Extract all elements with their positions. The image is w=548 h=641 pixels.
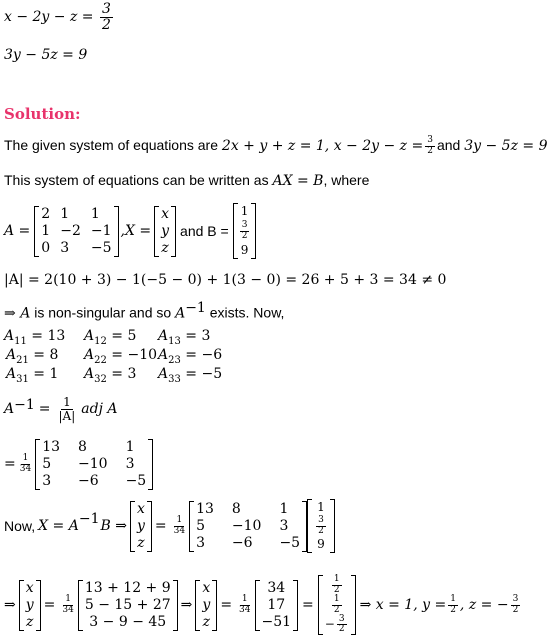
results-entry-1: 17 bbox=[267, 596, 286, 613]
adj-matrix-2-cell-2-0: 3 bbox=[196, 534, 205, 551]
adj-matrix bbox=[35, 439, 153, 490]
matrix-x-entry-2: z bbox=[161, 239, 169, 256]
matrix-x-label: ,X = bbox=[120, 223, 152, 239]
cofactor-32: $A_{32} = 3$ bbox=[84, 366, 137, 385]
matrix-a-cell-1-2: −1 bbox=[90, 222, 112, 239]
adj-matrix-cell-1-2: 3 bbox=[125, 455, 135, 472]
adj-matrix-cell-1-0: 5 bbox=[42, 455, 52, 472]
matrix-a-cell-0-0: 2 bbox=[41, 205, 51, 222]
cofactor-23: $A_{23} = -6$ bbox=[158, 347, 223, 366]
matrix-a-cell-2-0: 0 bbox=[41, 239, 51, 256]
adj-matrix-cell-2-1: −6 bbox=[78, 472, 99, 489]
determinant-line: |A| = 2(10 + 3) − 1(−5 − 0) + 1(3 − 0) = 26 + 5 + 3 = 34 ≠ 0 bbox=[4, 272, 447, 288]
matrix-form-line: This system of equations can be written as AX = B, where bbox=[4, 172, 370, 189]
equation-3: 3y − 5z = 9 bbox=[4, 47, 88, 63]
given-fraction: $\frac{3}{2}$ bbox=[427, 135, 433, 156]
adj-matrix-cell-2-0: 3 bbox=[42, 472, 52, 489]
adj-matrix-2-cell-1-2: 3 bbox=[279, 517, 289, 534]
matrix-x-4-entry-1: y bbox=[202, 596, 211, 613]
nonsingular-line: ⇒ A is non-singular and so $A^{-1}$ exists. Now, bbox=[4, 300, 285, 322]
cofactor-31: $A_{31} = 1$ bbox=[6, 366, 59, 385]
matrix-b-label: and B = bbox=[180, 223, 229, 239]
adj-matrix-2-cell-1-0: 5 bbox=[196, 517, 205, 534]
adj-matrix-cell-1-1: −10 bbox=[78, 455, 108, 472]
cofactor-12: $A_{12} = 5$ bbox=[84, 328, 137, 347]
matrix-a-cell-1-0: 1 bbox=[41, 222, 51, 239]
matrix-a-cell-0-2: 1 bbox=[90, 205, 100, 222]
matrix-a-label: A = bbox=[4, 223, 31, 239]
cofactor-33: $A_{33} = -5$ bbox=[158, 366, 223, 385]
equation-2-left: x − 2y − z = bbox=[4, 9, 94, 26]
matrix-x-entry-1: y bbox=[161, 222, 170, 239]
adj-matrix-line: = $\frac{1}{34}$ 13 8 1 5 −10 3 3 −6 −5 bbox=[4, 436, 153, 492]
matrix-a-cell-1-1: −2 bbox=[60, 222, 81, 239]
adj-matrix-2-cell-1-1: −10 bbox=[231, 517, 262, 534]
equation-2-fraction: $\frac{3}{2}$ bbox=[101, 1, 111, 33]
cofactor-21: $A_{21} = 8$ bbox=[6, 347, 59, 366]
adj-matrix-cell-0-1: 8 bbox=[78, 438, 87, 455]
matrix-x-4-entry-2: z bbox=[202, 613, 211, 630]
matrix-b: 1 $\frac{3}{2}$ 9 bbox=[233, 203, 257, 259]
matrix-a-cell-2-1: 3 bbox=[60, 239, 70, 256]
matrix-a bbox=[34, 206, 118, 257]
solution-heading: Solution: bbox=[4, 105, 81, 123]
matrix-x bbox=[154, 206, 176, 257]
matrix-a-cell-0-1: 1 bbox=[60, 205, 70, 222]
sums-entry-0: 13 + 12 + 9 bbox=[84, 579, 171, 596]
results-entry-0: 34 bbox=[267, 579, 286, 596]
matrices-line bbox=[4, 203, 256, 259]
matrix-a-cell-2-2: −5 bbox=[90, 239, 112, 256]
adj-matrix-2-cell-2-1: −6 bbox=[231, 534, 253, 551]
adj-matrix-2-cell-2-2: −5 bbox=[279, 534, 301, 551]
matrix-x-2-entry-1: y bbox=[136, 517, 145, 534]
adj-matrix-cell-0-2: 1 bbox=[125, 438, 135, 455]
sums-entry-2: 3 − 9 − 45 bbox=[89, 613, 167, 630]
adj-matrix-cell-0-0: 13 bbox=[42, 438, 61, 455]
sums-entry-1: 5 − 15 + 27 bbox=[84, 596, 171, 613]
matrix-x-entry-0: x bbox=[161, 205, 170, 222]
matrix-x-3-entry-2: z bbox=[26, 613, 34, 630]
matrix-x-3-entry-0: x bbox=[25, 579, 34, 596]
given-system-line: The given system of equations are 2x + y + z = 1, x − 2y − z = $\frac{3}{2}$ and 3y − 5z = 9 bbox=[4, 135, 548, 156]
adj-matrix-2-cell-0-0: 13 bbox=[196, 500, 214, 517]
matrix-x-2-entry-2: z bbox=[137, 534, 145, 551]
cofactor-11: $A_{11} = 13$ bbox=[4, 328, 66, 347]
final-line: ⇒ x y z = $\frac{1}{34}$ 13 + 12 + 9 5 − 15 + 27 3 − 9 − 45 ⇒ x y z = $\frac{1}{34}$ 34 17 −51 = $\frac{1}{2}$ $\frac{1}{2}$ − $\frac{3}{2}$ ⇒ x = 1, y = $\frac{1}{2}$ , z = − $\frac{3}{2}$ bbox=[4, 574, 519, 635]
results-entry-2: −51 bbox=[261, 613, 292, 630]
adj-matrix-2-cell-0-2: 1 bbox=[279, 500, 289, 517]
matrix-x-3-entry-1: y bbox=[25, 596, 34, 613]
cofactor-22: $A_{22} = -10$ bbox=[84, 347, 158, 366]
matrix-x-4-entry-0: x bbox=[202, 579, 211, 596]
matrix-x-2-entry-0: x bbox=[136, 500, 145, 517]
adj-matrix-cell-2-2: −5 bbox=[125, 472, 147, 489]
adj-matrix-2-cell-0-1: 8 bbox=[231, 500, 241, 517]
inverse-formula: A −1 = $\frac{1}{|A|}$ adj A bbox=[4, 395, 118, 423]
equation-2 bbox=[4, 2, 115, 32]
now-line: Now, X = A −1 B ⇒ x y z = $\frac{1}{34}$ 13 8 1 5 −10 3 3 −6 −5 1 $\frac{3}{2}$ 9 bbox=[4, 498, 335, 554]
cofactor-13: $A_{13} = 3$ bbox=[158, 328, 211, 347]
